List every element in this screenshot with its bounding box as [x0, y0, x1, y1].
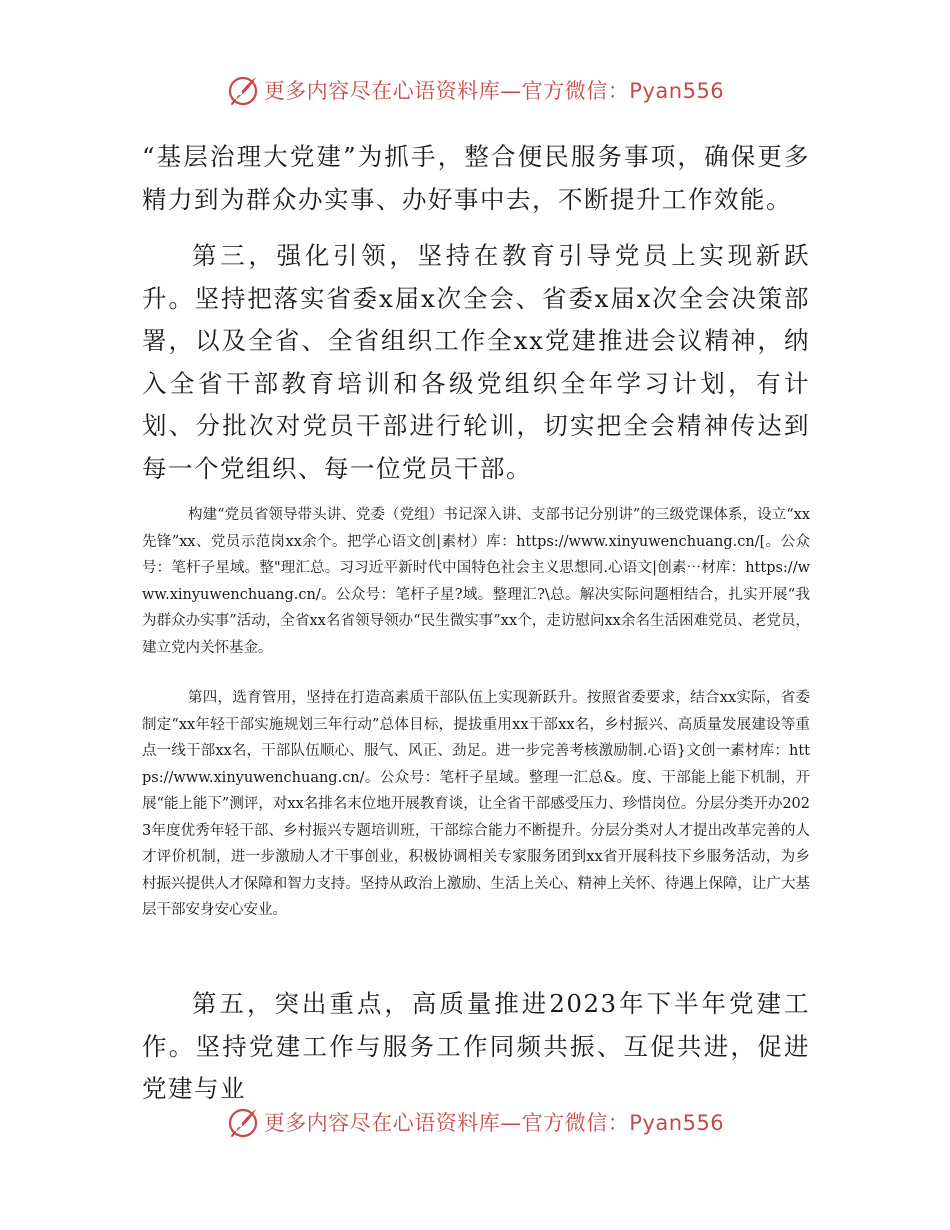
footer-banner: [0, 1100, 950, 1144]
quill-pen-logo-icon: [226, 73, 260, 107]
quill-pen-logo-icon: [226, 1105, 260, 1139]
paragraph-5: 第五，突出重点，高质量推进2023年下半年党建工作。坚持党建工作与服务工作同频共振、互促共进，促进党建与业: [142, 989, 810, 1103]
footer-banner-text: 更多内容尽在心语资料库—官方微信：Pyan556: [263, 1111, 725, 1135]
paragraph-2: 第三，强化引领，坚持在教育引导党员上实现新跃升。坚持把落实省委x届x次全会、省委x届x次全会决策部署，以及全省、全省组织工作全xx党建推进会议精神，纳入全省干部教育培训和各级党组织全年学习计划，有计划、分批次对党员干部进行轮训，切实把全会精神传达到每一个党组织、每一位党员干部。: [142, 241, 810, 483]
header-banner-text: 更多内容尽在心语资料库—官方微信：Pyan556: [263, 79, 725, 103]
paragraph-1: “基层治理大党建”为抓手，整合便民服务事项，确保更多精力到为群众办实事、办好事中去，不断提升工作效能。: [142, 142, 810, 214]
header-banner: [0, 68, 950, 112]
paragraph-3: 构建“党员省领导带头讲、党委（党组）书记深入讲、支部书记分别讲”的三级党课体系，设立“xx先锋”xx、党员示范岗xx余个。把学心语文创|素材）库：https://www.xinyuwenchuang.cn/[。公众号：笔杆子星域。整"理汇总。习习近平新时代中国特色社会主义思想同.心语文|创素⋯材库：https://www.xinyuwenchuang.cn/。公众号：笔杆子星?域。整理汇?\总。解决实际问题相结合，扎实开展“我为群众办实事”活动，全省xx名省领导领办“民生微实事”xx个，走访慰问xx余名生活困难党员、老党员，建立党内关怀基金。: [142, 507, 810, 656]
paragraph-4: 第四，选育管用，坚持在打造高素质干部队伍上实现新跃升。按照省委要求，结合xx实际，省委制定“xx年轻干部实施规划三年行动”总体目标，提拔重用xx干部xx名，乡村振兴、高质量发展建设等重点一线干部xx名，干部队伍顺心、服气、风正、劲足。进一步完善考核激励制.心语}文创一素材库：https://www.xinyuwenchuang.cn/。公众号：笔杆子星域。整理一汇总&。度、干部能上能下机制，开展“能上能下”测评，对xx名排名末位地开展教育谈，让全省干部感受压力、珍惜岗位。分层分类开办2023年度优秀年轻干部、乡村振兴专题培训班，干部综合能力不断提升。分层分类对人才提出改革完善的人才评价机制，进一步激励人才干事创业，积极协调相关专家服务团到xx省开展科技下乡服务活动，为乡村振兴提供人才保障和智力支持。坚持从政治上激励、生活上关心、精神上关怀、待遇上保障，让广大基层干部安身安心安业。: [142, 690, 810, 918]
